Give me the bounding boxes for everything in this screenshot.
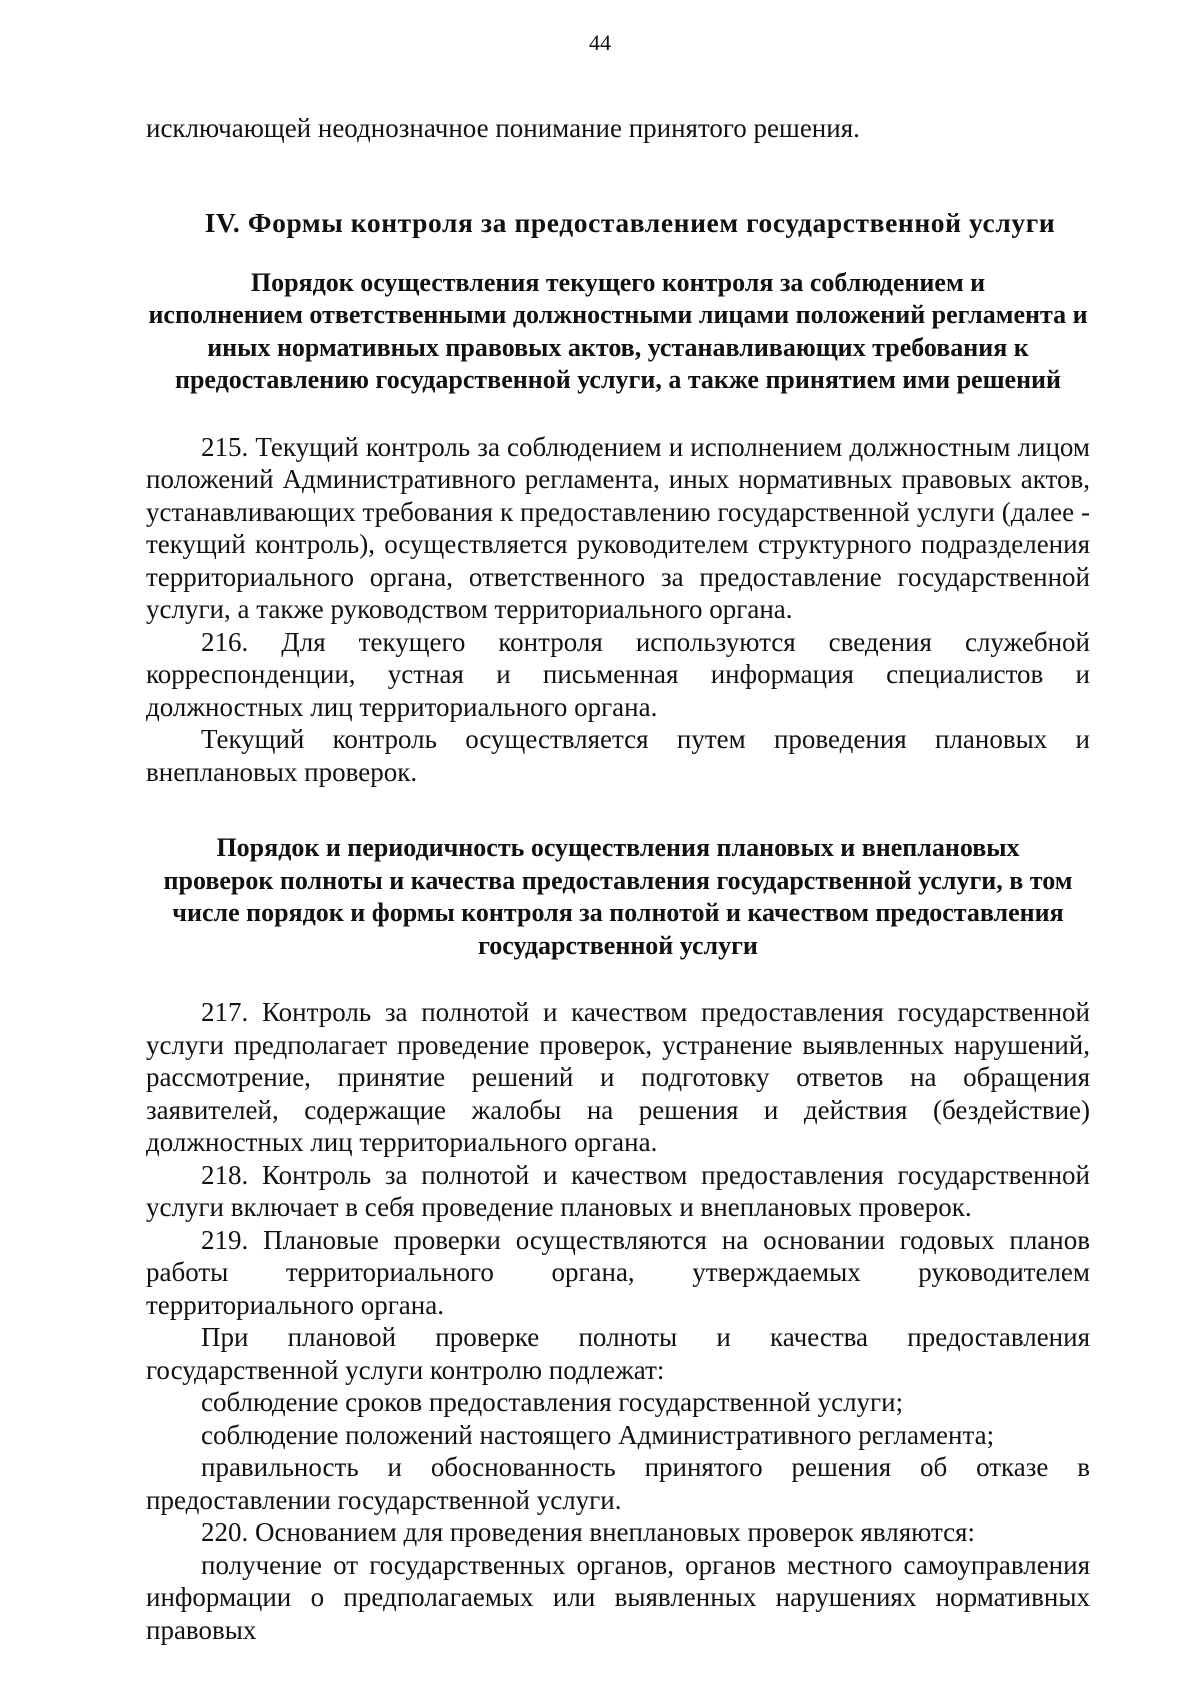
list-item-deadlines: соблюдение сроков предоставления государственной услуги; — [201, 1387, 904, 1417]
subheading-line: числе порядок и формы контроля за полнотой и качеством предоставления — [172, 898, 1064, 927]
paragraph-218: 218. Контроль за полнотой и качеством предоставления государственной услуги включает в себя проведение плановых и внеплановых проверок. — [146, 1159, 1090, 1222]
subheading-line: иных нормативных правовых актов, устанавливающих требования к — [207, 332, 1029, 362]
paragraph-219: 219. Плановые проверки осуществляются на основании годовых планов работы территориального органа, утверждаемых руководителем территориального органа. — [146, 1224, 1090, 1320]
subheading-line: государственной услуги — [478, 930, 758, 960]
page-content — [146, 112, 1090, 1646]
subheading-line: предоставлению государственной услуги, а также принятием ими решений — [174, 365, 1062, 394]
continuation-line: исключающей неоднозначное понимание принятого решения. — [146, 113, 860, 143]
paragraph-215: 215. Текущий контроль за соблюдением и исполнением должностным лицом положений Административного регламента, иных нормативных правовых актов, устанавливающих требования к предоставлению государственной услуги (далее - текущий контроль), осуществляется руководителем структурного подразделения территориального органа, ответственного за предоставление государственной услуги, а также руководством территориального органа. — [146, 431, 1090, 624]
subheading-inspections — [146, 832, 1090, 962]
section-title: IV. Формы контроля за предоставлением государственной услуги — [204, 206, 1056, 238]
subheading-line: проверок полноты и качества предоставления государственной услуги, в том — [163, 865, 1073, 895]
page-number: 44 — [589, 30, 611, 55]
list-item-violation-info: получение от государственных органов, органов местного самоуправления информации о предполагаемых или выявленных нарушениях нормативных правовых — [146, 1549, 1090, 1645]
paragraph-current-control-method: Текущий контроль осуществляется путем проведения плановых и внеплановых проверок. — [146, 724, 1090, 787]
subheading-line: Порядок и периодичность осуществления плановых и внеплановых — [216, 833, 1020, 862]
paragraph-217: 217. Контроль за полнотой и качеством предоставления государственной услуги предполагает проведение проверок, устранение выявленных нарушений, рассмотрение, принятие решений и подготовку ответов на обращения заявителей, содержащие жалобы на решения и действия (бездействие) должностных лиц территориального органа. — [146, 997, 1090, 1157]
list-item-refusal-validity: правильность и обоснованность принятого решения об отказе в предоставлении государственной услуги. — [146, 1452, 1090, 1515]
list-item-regulation-compliance: соблюдение положений настоящего Административного регламента; — [201, 1419, 995, 1450]
subheading-line: исполнением ответственными должностными лицами положений регламента и — [148, 300, 1088, 329]
subheading-line: Порядок осуществления текущего контроля за соблюдением и — [250, 267, 986, 297]
paragraph-216: 216. Для текущего контроля используются сведения служебной корреспонденции, устная и письменная информация специалистов и должностных лиц территориального органа. — [146, 626, 1090, 722]
paragraph-planned-inspection: При плановой проверке полноты и качества предоставления государственной услуги контролю подлежат: — [146, 1322, 1090, 1385]
subheading-current-control — [146, 267, 1090, 397]
paragraph-220: 220. Основанием для проведения внеплановых проверок являются: — [201, 1517, 975, 1547]
